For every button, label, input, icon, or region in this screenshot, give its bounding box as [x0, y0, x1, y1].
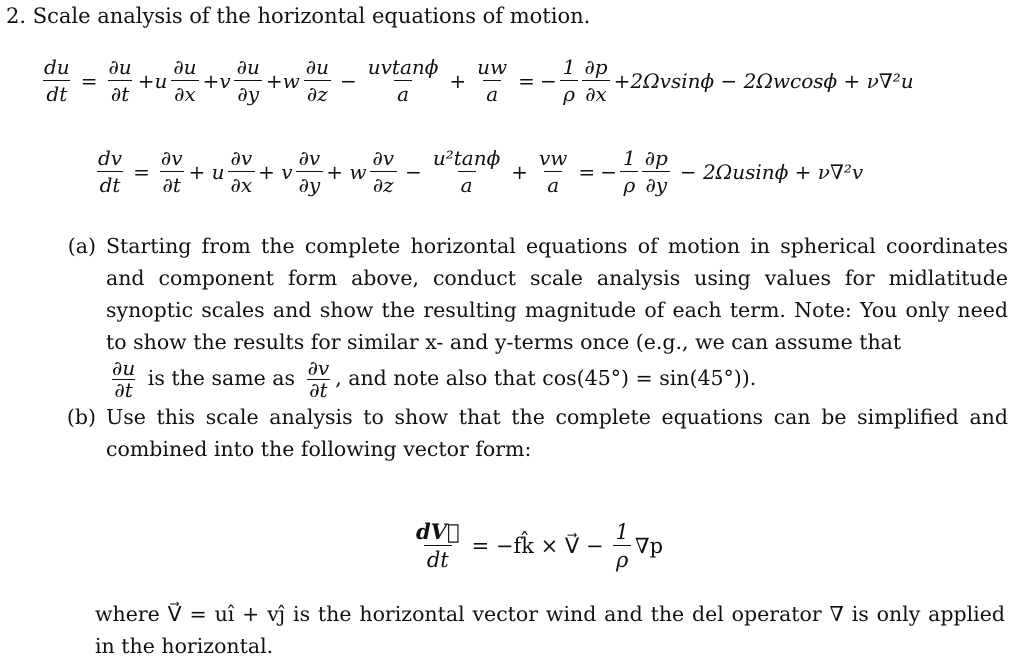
part-b-text: Use this scale analysis to show that the complete equations can be simplified and combined into the following vector form:	[106, 405, 1008, 461]
part-b-label: (b)	[66, 405, 96, 429]
fraction: $\frac{\partial v}{\partial z}$	[369, 147, 397, 197]
fraction: $\frac{uvtan\phi}{a}$	[367, 55, 439, 106]
part-a-text: Starting from the complete horizontal equations of motion in spherical coordinates and component form above, conduct scale analysis using values for midlatitude synoptic scales and show the resulting magnitude of each term. Note: You only need to show the results for similar x- and y-terms once (e.g., we can assume that $\frac{\partial u}{\partial t}$ is the same as $\frac{\partial v}{\partial t}$ , and note also that cos(45°) = sin(45°)).	[106, 234, 1008, 402]
fraction: $\frac{dV⃗}{dt}$	[416, 519, 460, 573]
fraction: $\frac{\partial u}{\partial x}$	[170, 56, 199, 106]
fraction: $\frac{1}{\rho}$	[613, 520, 632, 572]
fraction: $\frac{1}{\rho}$	[620, 147, 639, 197]
fraction: $\frac{\partial u}{\partial z}$	[305, 55, 329, 106]
fraction: $\frac{\partial u}{\partial y}$	[234, 56, 263, 106]
fraction: $\frac{du}{dt}$	[44, 55, 70, 106]
vector-equation: $\frac{dV⃗}{dt}$ = −fk̂ × V⃗ − $\frac{1}{\rho}$ ∇p	[410, 520, 663, 572]
question-parts	[40, 230, 1008, 465]
fraction: $\frac{\partial p}{\partial x}$	[581, 56, 610, 106]
fraction: $\frac{\partial v}{\partial t}$	[307, 356, 330, 402]
fraction: $\frac{vw}{a}$	[539, 146, 568, 197]
fraction: $\frac{\partial u}{\partial t}$	[112, 356, 136, 402]
fraction: $\frac{1}{\rho}$	[560, 56, 579, 106]
fraction: $\frac{\partial v}{\partial t}$	[160, 146, 183, 197]
part-a	[40, 230, 1008, 401]
fraction: $\frac{\partial p}{\partial y}$	[642, 147, 671, 197]
problem-title: 2. Scale analysis of the horizontal equations of motion.	[6, 4, 591, 28]
fraction: $\frac{\partial v}{\partial x}$	[228, 147, 256, 197]
where-text: where V⃗ = uî + vĵ is the horizontal vector wind and the del operator ∇ is only applied in the horizontal.	[95, 602, 1005, 658]
fraction: $\frac{\text{u²tanϕ}}{a}$	[432, 146, 501, 197]
fraction: $\frac{\partial v}{\partial y}$	[296, 147, 324, 197]
fraction: $\frac{\partial u}{\partial t}$	[108, 55, 132, 106]
fraction: $\frac{dv}{dt}$	[98, 146, 123, 197]
part-b	[40, 401, 1008, 465]
equation-v: $\frac{dv}{dt}$ = $\frac{\partial v}{\partial t}$ + u $\frac{\partial v}{\partial x}$ + v $\frac{\partial v}{\partial y}$ + w $\frac{\partial v}{\partial z}$ − $\frac{\text{u²tanϕ}}{a}$ + $\frac{vw}{a}$ = − $\frac{1}{\rho}$ $\frac{\partial p}{\partial y}$ − 2Ωusinϕ + ν∇²v	[92, 147, 863, 197]
equation-u: $\frac{du}{dt}$ = $\frac{\partial u}{\partial t}$ +u $\frac{\partial u}{\partial x}$ +v $\frac{\partial u}{\partial y}$ +w $\frac{\partial u}{\partial z}$ − $\frac{uvtan\phi}{a}$ + $\frac{uw}{a}$ = − $\frac{1}{\rho}$ $\frac{\partial p}{\partial x}$ +2Ωvsinϕ − 2Ωwcosϕ + ν∇²u	[38, 56, 914, 106]
part-a-label: (a)	[67, 234, 96, 258]
fraction: $\frac{uw}{a}$	[477, 55, 508, 106]
